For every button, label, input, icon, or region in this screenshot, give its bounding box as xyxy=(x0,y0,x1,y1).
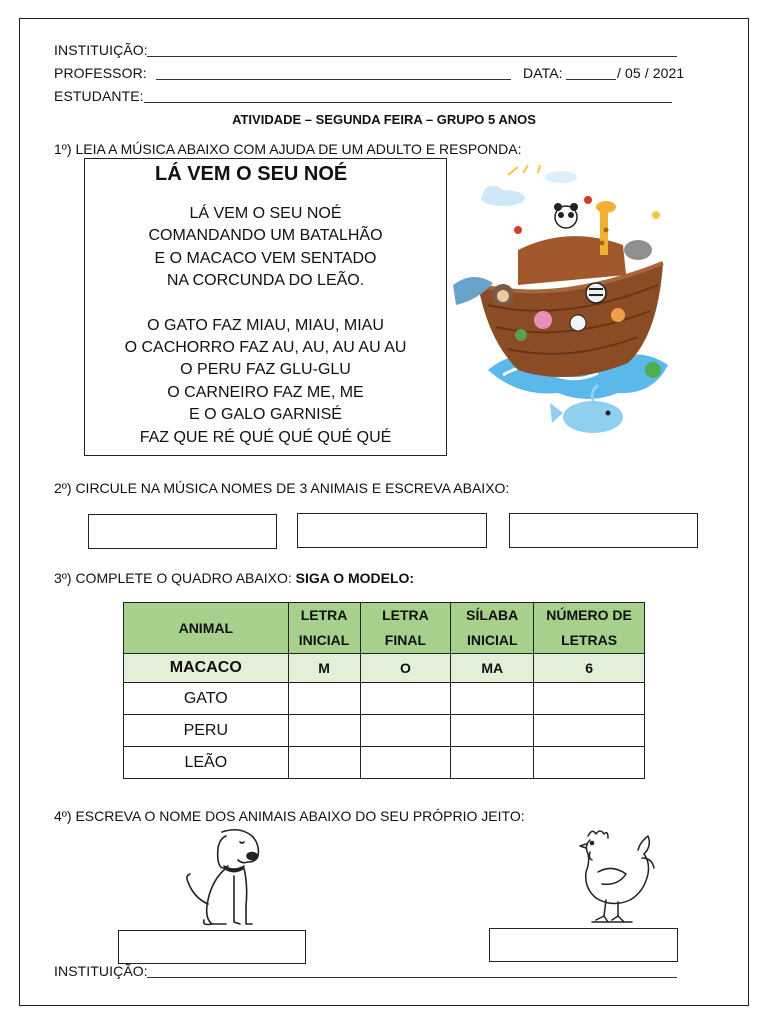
footer-institution-field[interactable] xyxy=(147,966,677,978)
answer-cell[interactable] xyxy=(451,683,534,715)
answer-cell[interactable] xyxy=(534,747,645,779)
student-line xyxy=(54,88,144,104)
rooster-name-box[interactable] xyxy=(489,928,678,962)
song-line: E O MACACO VEM SENTADO xyxy=(154,249,377,267)
animal-name: GATO xyxy=(124,683,289,715)
example-letter-count: 6 xyxy=(534,654,645,683)
rooster-drawing xyxy=(578,828,656,926)
example-initial-letter: M xyxy=(288,654,360,683)
date-day-field[interactable] xyxy=(566,68,616,80)
answer-cell[interactable] xyxy=(360,715,451,747)
q2-prompt: 2º) CIRCULE NA MÚSICA NOMES DE 3 ANIMAIS E ESCREVA ABAIXO: xyxy=(54,480,510,496)
student-field[interactable] xyxy=(144,91,672,103)
answer-cell[interactable] xyxy=(360,683,451,715)
verse-gap xyxy=(85,293,446,315)
answer-box-1[interactable] xyxy=(88,514,277,549)
sheep xyxy=(570,315,586,331)
song-line: COMANDANDO UM BATALHÃO xyxy=(148,227,383,245)
header-initial-syllable: SÍLABA INICIAL xyxy=(451,603,534,654)
teacher-label: PROFESSOR: xyxy=(54,65,147,81)
bird xyxy=(584,196,592,204)
zebra xyxy=(586,283,606,303)
example-initial-syllable: MA xyxy=(451,654,534,683)
song-line: O PERU FAZ GLU-GLU xyxy=(180,361,351,379)
teacher-line xyxy=(54,65,147,81)
lion xyxy=(611,308,625,322)
pig xyxy=(534,311,552,329)
song-lyrics xyxy=(85,203,446,449)
table-example-row xyxy=(124,654,645,683)
table-header-row xyxy=(124,603,645,654)
answer-cell[interactable] xyxy=(288,715,360,747)
date-value-line xyxy=(617,65,684,81)
institution-label: INSTITUIÇÃO: xyxy=(54,42,148,58)
whale xyxy=(563,401,623,433)
answer-cell[interactable] xyxy=(451,747,534,779)
table-row xyxy=(124,747,645,779)
header-animal: ANIMAL xyxy=(124,603,289,654)
animal-name: PERU xyxy=(124,715,289,747)
example-final-letter: O xyxy=(360,654,451,683)
bee xyxy=(652,211,660,219)
q1-prompt: 1º) LEIA A MÚSICA ABAIXO COM AJUDA DE UM ADULTO E RESPONDA: xyxy=(54,141,522,157)
header-initial-letter: LETRA INICIAL xyxy=(288,603,360,654)
frog xyxy=(515,329,527,341)
q3-prompt xyxy=(54,570,414,586)
answer-cell[interactable] xyxy=(451,715,534,747)
noahs-ark-illustration xyxy=(448,165,688,440)
bird xyxy=(514,226,522,234)
date-label: DATA: xyxy=(523,65,563,81)
activity-title: ATIVIDADE – SEGUNDA FEIRA – GRUPO 5 ANOS xyxy=(232,112,536,127)
song-line: O CACHORRO FAZ AU, AU, AU AU AU xyxy=(124,339,407,357)
answer-cell[interactable] xyxy=(534,683,645,715)
giraffe xyxy=(600,210,608,255)
sun-rays xyxy=(508,165,540,175)
song-line: E O GALO GARNISÉ xyxy=(189,406,342,424)
animal-name: LEÃO xyxy=(124,747,289,779)
answer-cell[interactable] xyxy=(360,747,451,779)
song-box xyxy=(84,158,447,456)
q3-prompt-bold: SIGA O MODELO: xyxy=(295,570,415,586)
q4-prompt: 4º) ESCREVA O NOME DOS ANIMAIS ABAIXO DO SEU PRÓPRIO JEITO: xyxy=(54,808,525,824)
table-row xyxy=(124,715,645,747)
footer-institution-line xyxy=(54,963,148,979)
institution-line xyxy=(54,42,148,58)
student-label: ESTUDANTE: xyxy=(54,88,144,104)
snake xyxy=(645,362,661,378)
dog-name-box[interactable] xyxy=(118,930,306,964)
song-line: FAZ QUE RÉ QUÉ QUÉ QUÉ QUÉ xyxy=(139,428,392,446)
song-line: O GATO FAZ MIAU, MIAU, MIAU xyxy=(147,316,384,334)
date-value: / 05 / 2021 xyxy=(617,65,685,81)
cloud xyxy=(545,171,577,183)
song-line: O CARNEIRO FAZ ME, ME xyxy=(167,383,364,401)
song-title: LÁ VEM O SEU NOÉ xyxy=(155,163,348,185)
teacher-field[interactable] xyxy=(156,68,511,80)
song-line: LÁ VEM O SEU NOÉ xyxy=(189,205,342,222)
song-line: NA CORCUNDA DO LEÃO. xyxy=(166,272,365,290)
dog-drawing xyxy=(182,826,268,930)
answer-box-3[interactable] xyxy=(509,513,698,548)
elephant xyxy=(624,240,652,260)
answer-cell[interactable] xyxy=(534,715,645,747)
example-animal: MACACO xyxy=(124,654,289,683)
header-final-letter: LETRA FINAL xyxy=(360,603,451,654)
answer-cell[interactable] xyxy=(288,683,360,715)
q3-prompt-text: 3º) COMPLETE O QUADRO ABAIXO: xyxy=(54,570,296,586)
answer-cell[interactable] xyxy=(288,747,360,779)
table-row xyxy=(124,683,645,715)
model-table xyxy=(123,602,645,779)
ark-cabin xyxy=(518,236,626,285)
institution-field[interactable] xyxy=(147,45,677,57)
date-line xyxy=(523,65,563,81)
footer-institution-label: INSTITUIÇÃO: xyxy=(54,963,148,979)
answer-box-2[interactable] xyxy=(297,513,487,548)
header-letter-count: NÚMERO DE LETRAS xyxy=(534,603,645,654)
